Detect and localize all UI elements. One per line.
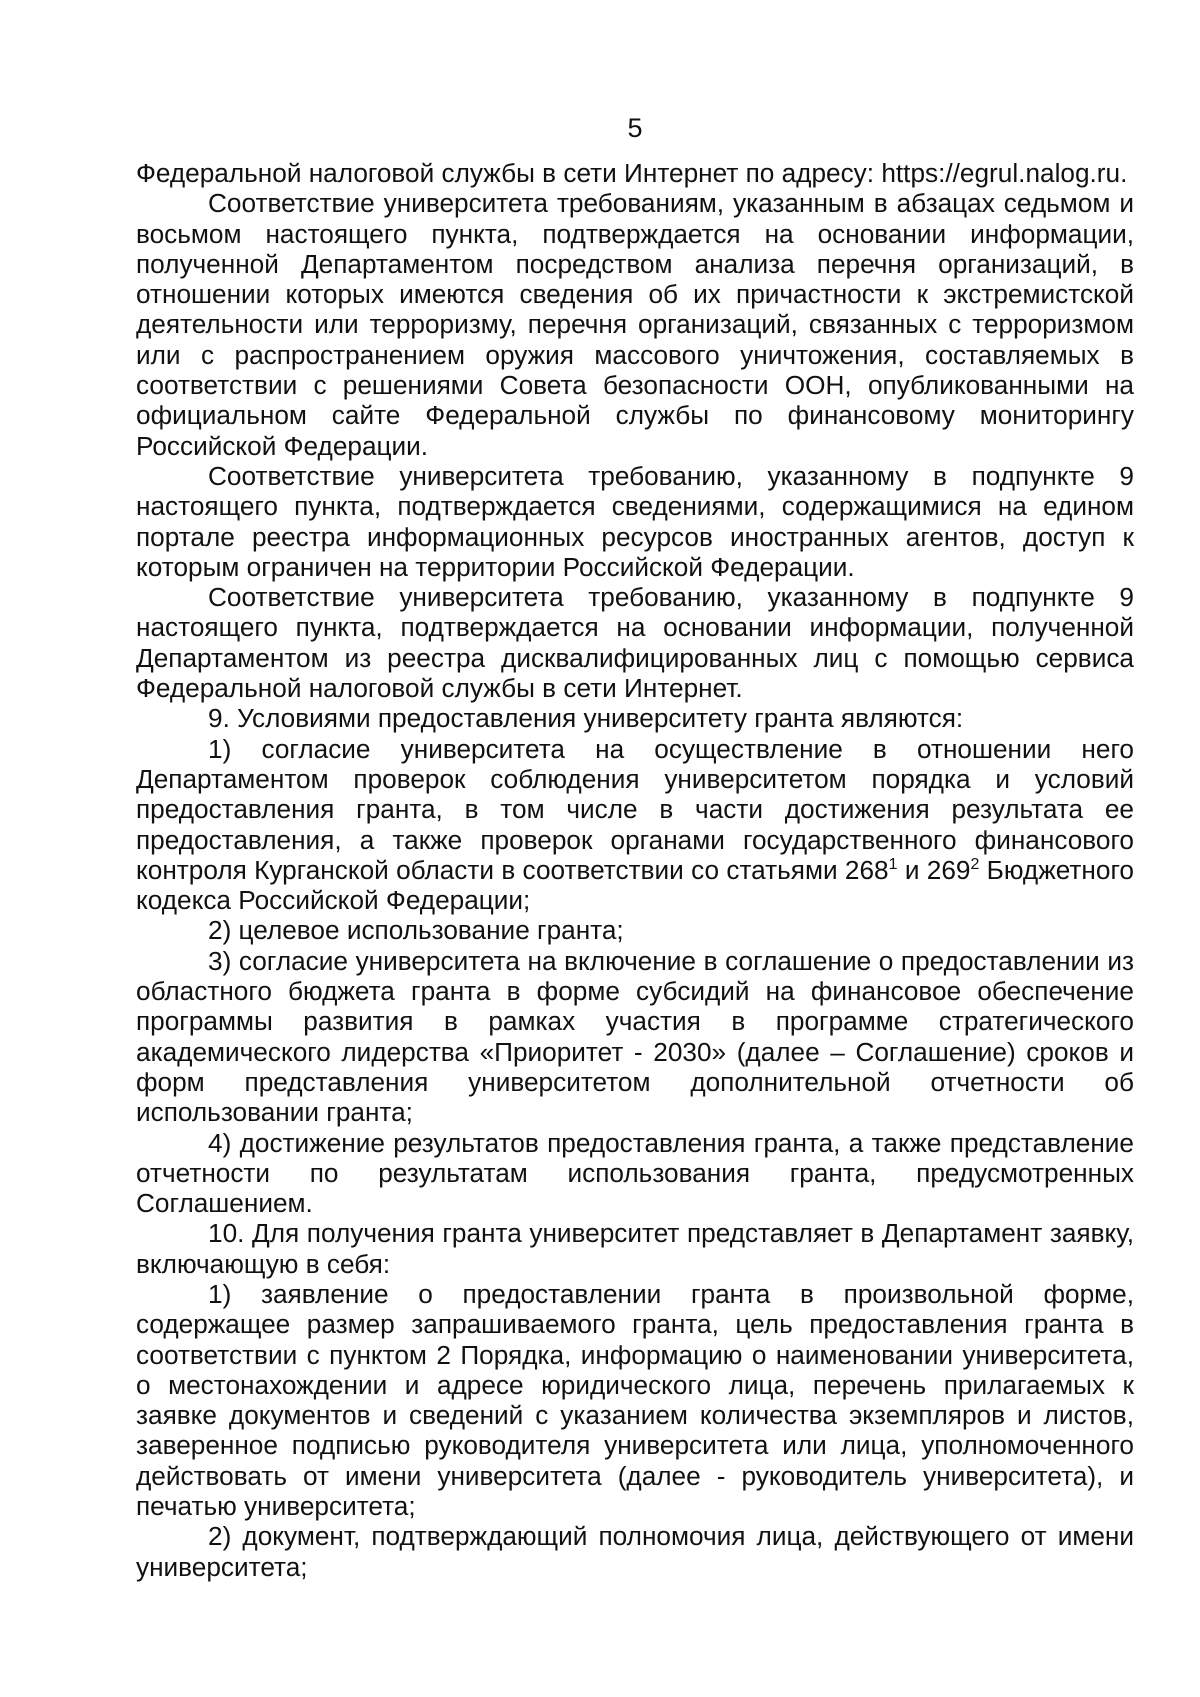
text-segment: 1) согласие университета на осуществление в отношении него Департаментом проверок соблюдения университетом порядка и условий предоставления гранта, в том числе в части достижения результата ее предоставления, а также проверок органами государственного финансового контроля Курганской области в соответствии со статьями 268	[136, 733, 1134, 885]
paragraph-item-9-3: 3) согласие университета на включение в соглашение о предоставлении из областного бюджета гранта в форме субсидий на финансовое обеспечение программы развития в рамках участия в программе стратегического академического лидерства «Приоритет - 2030» (далее – Соглашение) сроков и форм представления университетом дополнительной отчетности об использовании гранта;	[136, 945, 1134, 1128]
paragraph-item-9-heading: 9. Условиями предоставления университету гранта являются:	[208, 703, 964, 734]
page-number: 5	[627, 113, 643, 143]
paragraph-item-10-2: 2) документ, подтверждающий полномочия лица, действующего от имени университета;	[136, 1521, 1134, 1582]
paragraph-item-10-heading: 10. Для получения гранта университет представляет в Департамент заявку, включающую в себя:	[136, 1218, 1134, 1279]
superscript: 1	[888, 855, 898, 873]
paragraph-foreign-agents-check: Соответствие университета требованию, указанному в подпункте 9 настоящего пункта, подтверждается сведениями, содержащимися на едином портале реестра информационных ресурсов иностранных агентов, доступ к которым ограничен на территории Российской Федерации.	[136, 460, 1134, 582]
paragraph-item-9-1	[136, 734, 1134, 916]
paragraph-egrul-continuation: Федеральной налоговой службы в сети Интернет по адресу: https://egrul.nalog.ru.	[136, 158, 1128, 188]
paragraph-extremism-check: Соответствие университета требованиям, указанным в абзацах седьмом и восьмом настоящего пункта, подтверждается на основании информации, полученной Департаментом посредством анализа перечня организаций, в отношении которых имеются сведения об их причастности к экстремистской деятельности или терроризму, перечня организаций, связанных с терроризмом или с распространением оружия массового уничтожения, составляемых в соответствии с решениями Совета безопасности ООН, опубликованными на официальном сайте Федеральной службы по финансовому мониторингу Российской Федерации.	[136, 188, 1134, 461]
paragraph-item-9-2: 2) целевое использование гранта;	[208, 915, 624, 946]
superscript: 2	[970, 855, 980, 873]
paragraph-item-10-1: 1) заявление о предоставлении гранта в произвольной форме, содержащее размер запрашиваемого гранта, цель предоставления гранта в соответствии с пунктом 2 Порядка, информацию о наименовании университета, о местонахождении и адресе юридического лица, перечень прилагаемых к заявке документов и сведений с указанием количества экземпляров и листов, заверенное подписью руководителя университета или лица, уполномоченного действовать от имени университета (далее - руководитель университета), и печатью университета;	[136, 1278, 1134, 1522]
paragraph-disqualified-persons-check: Соответствие университета требованию, указанному в подпункте 9 настоящего пункта, подтверждается на основании информации, полученной Департаментом из реестра дисквалифицированных лиц с помощью сервиса Федеральной налоговой службы в сети Интернет.	[136, 582, 1134, 704]
document-body	[136, 158, 1134, 1582]
text-segment: и 269	[897, 854, 971, 885]
paragraph-item-9-4: 4) достижение результатов предоставления гранта, а также представление отчетности по результатам использования гранта, предусмотренных Соглашением.	[136, 1127, 1134, 1219]
text-segment: Бюджетного кодекса Российской Федерации;	[136, 854, 1134, 916]
